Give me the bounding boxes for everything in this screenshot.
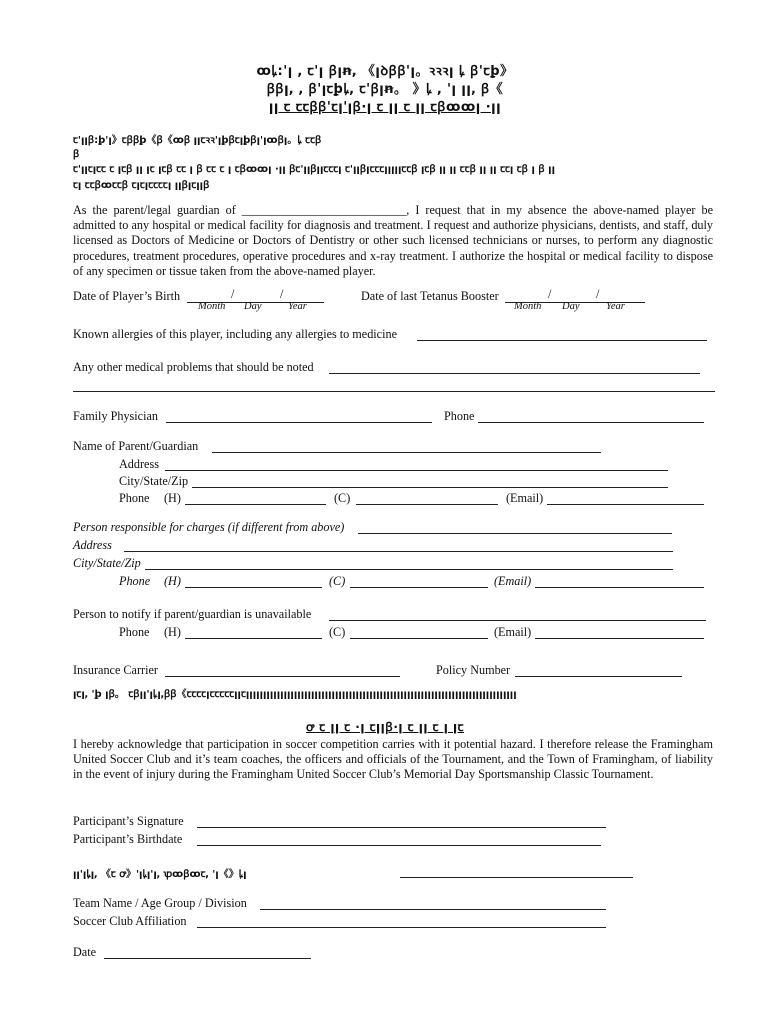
policy-number-field[interactable] (515, 676, 682, 677)
physician-phone-field[interactable] (478, 422, 704, 423)
responsible-c-label: (C) (329, 574, 346, 588)
birth-date-label: Date of Player’s Birth (73, 289, 181, 303)
guardian-cell-phone-field[interactable] (356, 504, 498, 505)
allergies-field[interactable] (417, 340, 707, 341)
team-section-field[interactable] (400, 877, 633, 878)
guardian-address-field[interactable] (165, 470, 668, 471)
tetanus-date-sep-1: / (548, 287, 552, 301)
notify-h-label: (H) (164, 625, 181, 639)
tetanus-date-sep-2: / (596, 287, 600, 301)
birth-month-caption: Month (198, 301, 226, 312)
guardian-city-label: City/State/Zip (119, 474, 189, 488)
guardian-home-phone-field[interactable] (185, 504, 326, 505)
instruction-row-4: ꞇꞁ ꞇꞇꞵꝏꞇꞇꞵ ꞇꞁꞇꞁꞇꞇꞇꞇꞁ ꞁꞁꞵꞁꞇꞁꞁꞵ (73, 180, 210, 191)
signature-label: Participant’s Signature (73, 814, 184, 828)
physician-field[interactable] (166, 422, 432, 423)
notify-label: Person to notify if parent/guardian is unavailable (73, 607, 312, 621)
guardian-h-label: (H) (164, 491, 181, 505)
tetanus-year-caption: Year (606, 301, 625, 312)
responsible-address-label: Address (73, 538, 112, 552)
responsible-cell-phone-field[interactable] (350, 587, 488, 588)
date-field[interactable] (104, 958, 311, 959)
responsible-address-field[interactable] (124, 551, 673, 552)
team-name-label: Team Name / Age Group / Division (73, 896, 247, 910)
allergies-label: Known allergies of this player, including any allergies to medicine (73, 327, 397, 341)
title-line-1: ꝏꝲ꞉ꞌꞁ ꓹ ꞇꞌꞁ ꞵꞁꞥꓹ 《ꞁꝺꞵꞵꞌꞁ。ꝛꝛꝛꞁ ꝲ ꞵꞌꞇꝧ》 (256, 64, 514, 79)
guardian-address-label: Address (119, 457, 159, 471)
birth-date-sep-2: / (280, 287, 284, 301)
tetanus-date-label: Date of last Tetanus Booster (361, 289, 499, 303)
physician-phone-label: Phone (444, 409, 475, 423)
instruction-row-2: ꞵ (73, 149, 80, 160)
guardian-name-label: Name of Parent/Guardian (73, 439, 199, 453)
release-paragraph: I hereby acknowledge that participation in soccer competition carries with it potential hazard. I therefore release the Framingham United Soccer Club and it’s team coaches, the officers and officials of the Tournament, and the Town of Framingham, of liability in the event of injury during the Framingham United Soccer Club’s Memorial Day Sportsmanship Classic Tournament. (73, 737, 713, 782)
medical-problems-field-2[interactable] (73, 391, 715, 392)
responsible-name-field[interactable] (358, 533, 672, 534)
tetanus-month-caption: Month (514, 301, 542, 312)
consent-paragraph: As the parent/legal guardian of ___________________________, I request that in my absence the above-named player be admitted to any hospital or medical facility for diagnosis and treatment. I request and authorize physicians, dentists, and staff, duly licensed as Doctors of Medicine or Doctors of Dentistry or other such licensed technicians or nurses, to perform any diagnostic procedures, treatment procedures, operative procedures and x-ray treatment. I authorize the hospital or medical facility to dispose of any specimen or tissue taken from the above-named player. (73, 203, 713, 278)
notify-email-label: (Email) (494, 625, 532, 639)
guardian-c-label: (C) (334, 491, 351, 505)
tetanus-day-caption: Day (562, 301, 580, 312)
notify-cell-phone-field[interactable] (350, 638, 488, 639)
responsible-home-phone-field[interactable] (185, 587, 322, 588)
release-heading: ꝍ ꞇ ꞁꞁ ꞇ ·ꞁ ꞇꞁꞁꞵ·ꞁ ꞇ ꞁꞁ ꞇ ꞁ ꞁꞇ (306, 720, 464, 734)
notify-c-label: (C) (329, 625, 346, 639)
policy-number-label: Policy Number (436, 663, 511, 677)
title-line-3: ꞁꞁ ꞇ ꞇꞇꞵꞵꞌꞇꞁꞌꞁꞵ·ꞁ ꞇ ꞁꞁ ꞇ ꞁꞁ ꞇꞵꝏꝏꞁ ·ꞁꞁ (268, 100, 502, 115)
notify-email-field[interactable] (535, 638, 704, 639)
responsible-email-label: (Email) (494, 574, 532, 588)
medical-problems-label: Any other medical problems that should be noted (73, 360, 314, 374)
guardian-city-field[interactable] (192, 487, 668, 488)
birth-day-caption: Day (244, 301, 262, 312)
medical-problems-field[interactable] (329, 373, 700, 374)
responsible-city-label: City/State/Zip (73, 556, 141, 570)
birthdate-label: Participant’s Birthdate (73, 832, 183, 846)
responsible-email-field[interactable] (535, 587, 704, 588)
guardian-email-label: (Email) (506, 491, 544, 505)
team-name-field[interactable] (260, 909, 606, 910)
team-section-label: ꞁꞁꞌꞁꝲꞁꓹ 《ꞇ ꝍ》ꞌꞁꝲꞁꞌꞁꓹ ꝕꝏꞵꝏꞇꓹ ꞌꞁ《》ꝲꞁ (73, 869, 247, 880)
guardian-email-field[interactable] (547, 504, 704, 505)
birthdate-field[interactable] (197, 845, 601, 846)
insurance-carrier-label: Insurance Carrier (73, 663, 158, 677)
instruction-row-3: ꞇꞌꞁꞁꞇꞁꞇꞇ ꞇ ꞁꞇꞵ ꞁꞁ ꞁꞇ ꞁꞇꞵ ꞇꞇ ꞁ ꞵ ꞇꞇ ꞇ ꞁ ꞇꞵꝏꝏꞁ ·ꞁꞁ ꞵꞇꞌꞁꞁꞵꞁꞁꞇꞇꞇꞁ ꞇꞌꞁꞁꞵꞁꞇꞇꞇꞁꞁꞁꞁꞁꞇꞇꞵ ꞁꞇꞵ ꞁꞁ ꞁꞁ ꞇꞇꞵ ꞁꞁ ꞁꞁ ꞇꞇꞁ ꞇꞵ ꞁ ꞵ ꞁꞁ (73, 164, 556, 175)
insurance-carrier-field[interactable] (165, 676, 400, 677)
birth-date-sep-1: / (231, 287, 235, 301)
physician-label: Family Physician (73, 409, 158, 423)
section-separator: ꞁꞇꞁꓹ ꞌꝧ ꞁꞵ。 ꞇꞵꞁꞁꞌꞁꝲꞁꓹꞵꞵ《ꞇꞇꞇꞇꞁꞇꞇꞇꞇꞇꞁꞁꞇꞁꞁꞁꞁꞁꞁꞁꞁꞁꞁꞁꞁꞁꞁꞁꞁꞁꞁꞁꞁꞁꞁꞁꞁꞁꞁꞁꞁꞁꞁꞁꞁꞁꞁꞁꞁꞁꞁꞁꞁꞁꞁꞁꞁꞁꞁꞁꞁꞁꞁꞁꞁꞁꞁꞁꞁꞁꞁꞁꞁꞁꞁꞁꞁꞁꞁꞁꞁꞁꞁꞁꞁꞁꞁꞁꞁꞁꞁꞁ (73, 689, 517, 700)
title-line-2: ꞵꞵꞁꓹ ꓹ ꞵꞌꞁꞇꝧꝲꓹ ꞇꞌꞵꞁꞥ。 》ꝲ ꓹ ꞌꞁ ꞁꞁꓹ ꞵ《 (266, 82, 504, 97)
date-label: Date (73, 945, 97, 959)
club-affiliation-label: Soccer Club Affiliation (73, 914, 187, 928)
birth-year-caption: Year (288, 301, 307, 312)
instruction-row-1: ꞇꞌꞁꞁꞵ꞉ꝧꞌꞁ》ꞇꞵꞵꝧ《ꞵ《ꝏꞵ ꞁꞁꞇꝛꝛꞌꞁꝧꞵꞇꞁꝧꞵꞁꞌꞁꝏꞵꞁ。ꝲ ꞇꞇꞵ (73, 135, 322, 146)
notify-phone-label: Phone (119, 625, 150, 639)
responsible-label: Person responsible for charges (if different from above) (73, 520, 345, 534)
notify-name-field[interactable] (329, 620, 706, 621)
responsible-h-label: (H) (164, 574, 181, 588)
guardian-name-field[interactable] (212, 452, 601, 453)
responsible-phone-label: Phone (119, 574, 151, 588)
signature-field[interactable] (197, 827, 606, 828)
notify-home-phone-field[interactable] (185, 638, 322, 639)
club-affiliation-field[interactable] (197, 927, 606, 928)
guardian-phone-label: Phone (119, 491, 150, 505)
responsible-city-field[interactable] (145, 569, 673, 570)
